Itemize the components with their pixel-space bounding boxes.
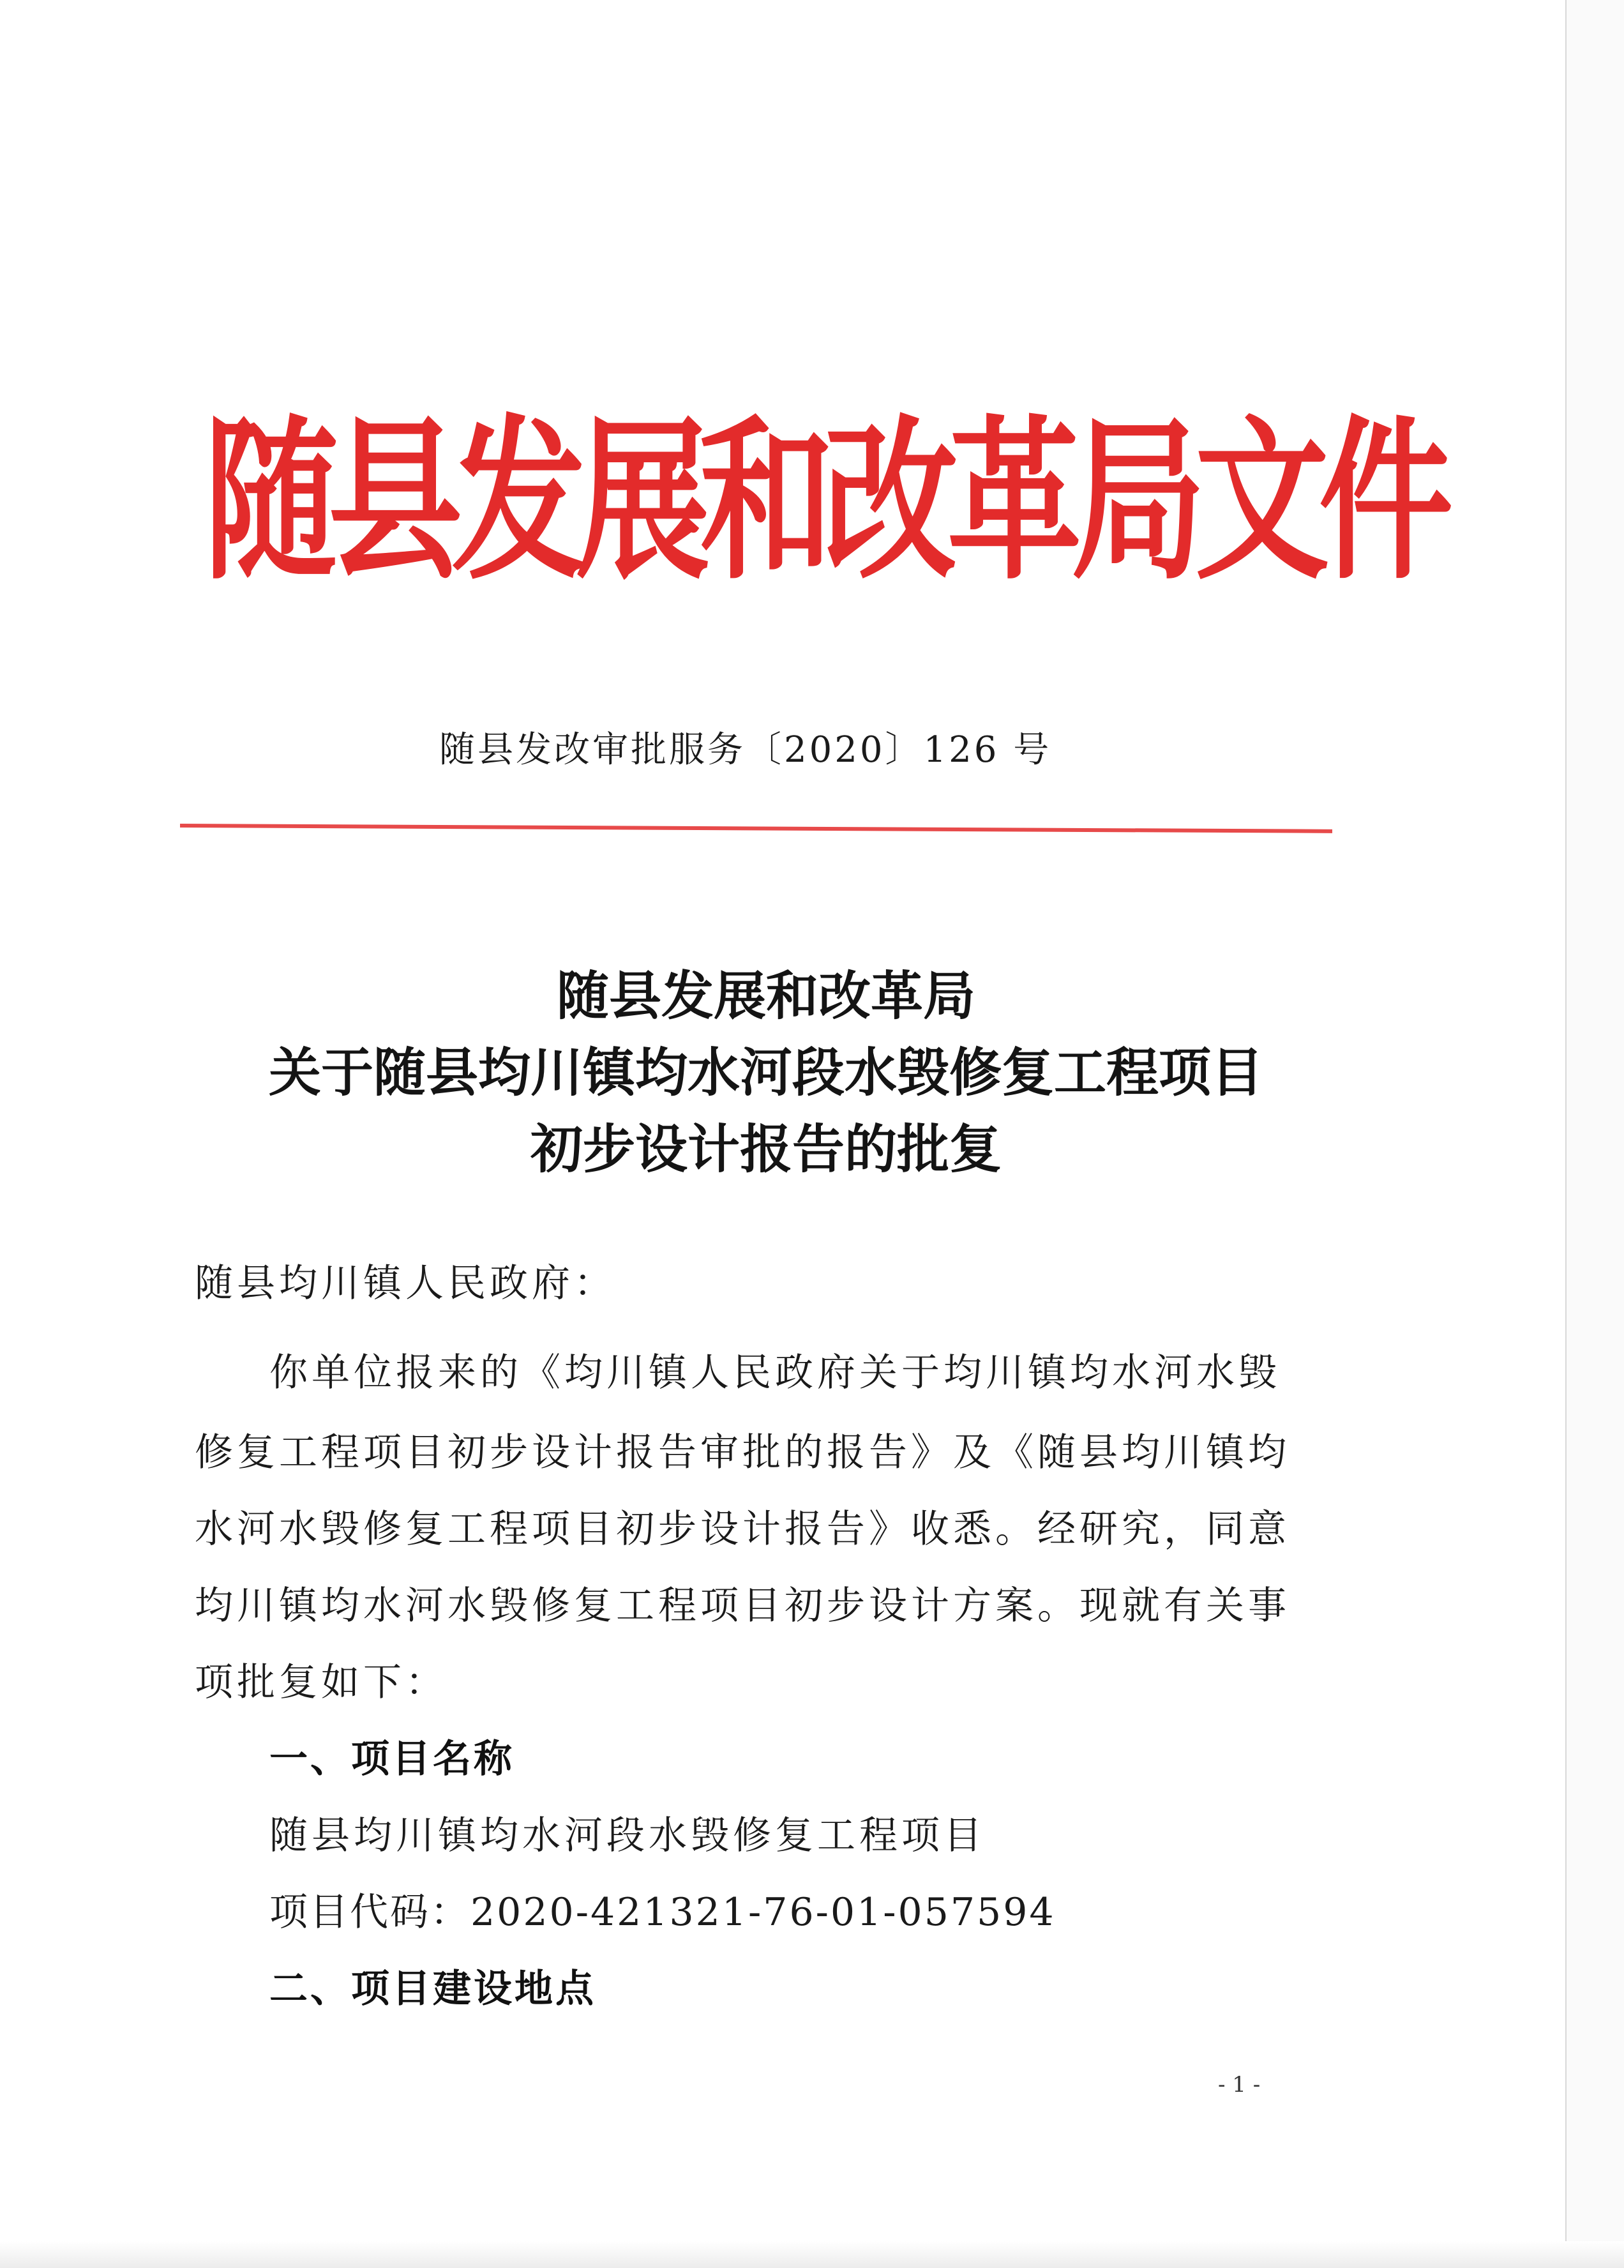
project-name: 随县均川镇均水河段水毁修复工程项目 [269,1813,986,1858]
document-number: 随县发改审批服务〔2020〕126 号 [439,729,1052,771]
paragraph-line: 你单位报来的《均川镇人民政府关于均川镇均水河水毁 [269,1350,1281,1395]
scan-margin [1567,0,1624,2268]
paper-edge [1565,0,1567,2268]
title-line-3: 初步设计报告的批复 [530,1119,1002,1180]
red-divider [180,824,1332,833]
title-line-2: 关于随县均川镇均水河段水毁修复工程项目 [268,1042,1263,1103]
paragraph-line: 修复工程项目初步设计报告审批的报告》及《随县均川镇均 [195,1430,1290,1475]
scan-bottom-shadow [0,2241,1624,2268]
page-number: - 1 - [1218,2072,1261,2098]
section-2-title: 二、项目建设地点 [269,1967,596,2011]
paragraph-line: 均川镇均水河水毁修复工程项目初步设计方案。现就有关事 [195,1584,1290,1628]
section-1-title: 一、项目名称 [269,1737,515,1781]
paragraph-line: 项批复如下： [195,1660,447,1705]
title-line-1: 随县发展和改革局 [556,965,975,1027]
project-code: 项目代码：2020-421321-76-01-057594 [269,1890,1056,1935]
paragraph-line: 水河水毁修复工程项目初步设计报告》收悉。经研究，同意 [195,1507,1290,1552]
addressee: 随县均川镇人民政府： [195,1261,616,1306]
issuer-title: 随县发展和改革局文件 [204,398,1443,603]
